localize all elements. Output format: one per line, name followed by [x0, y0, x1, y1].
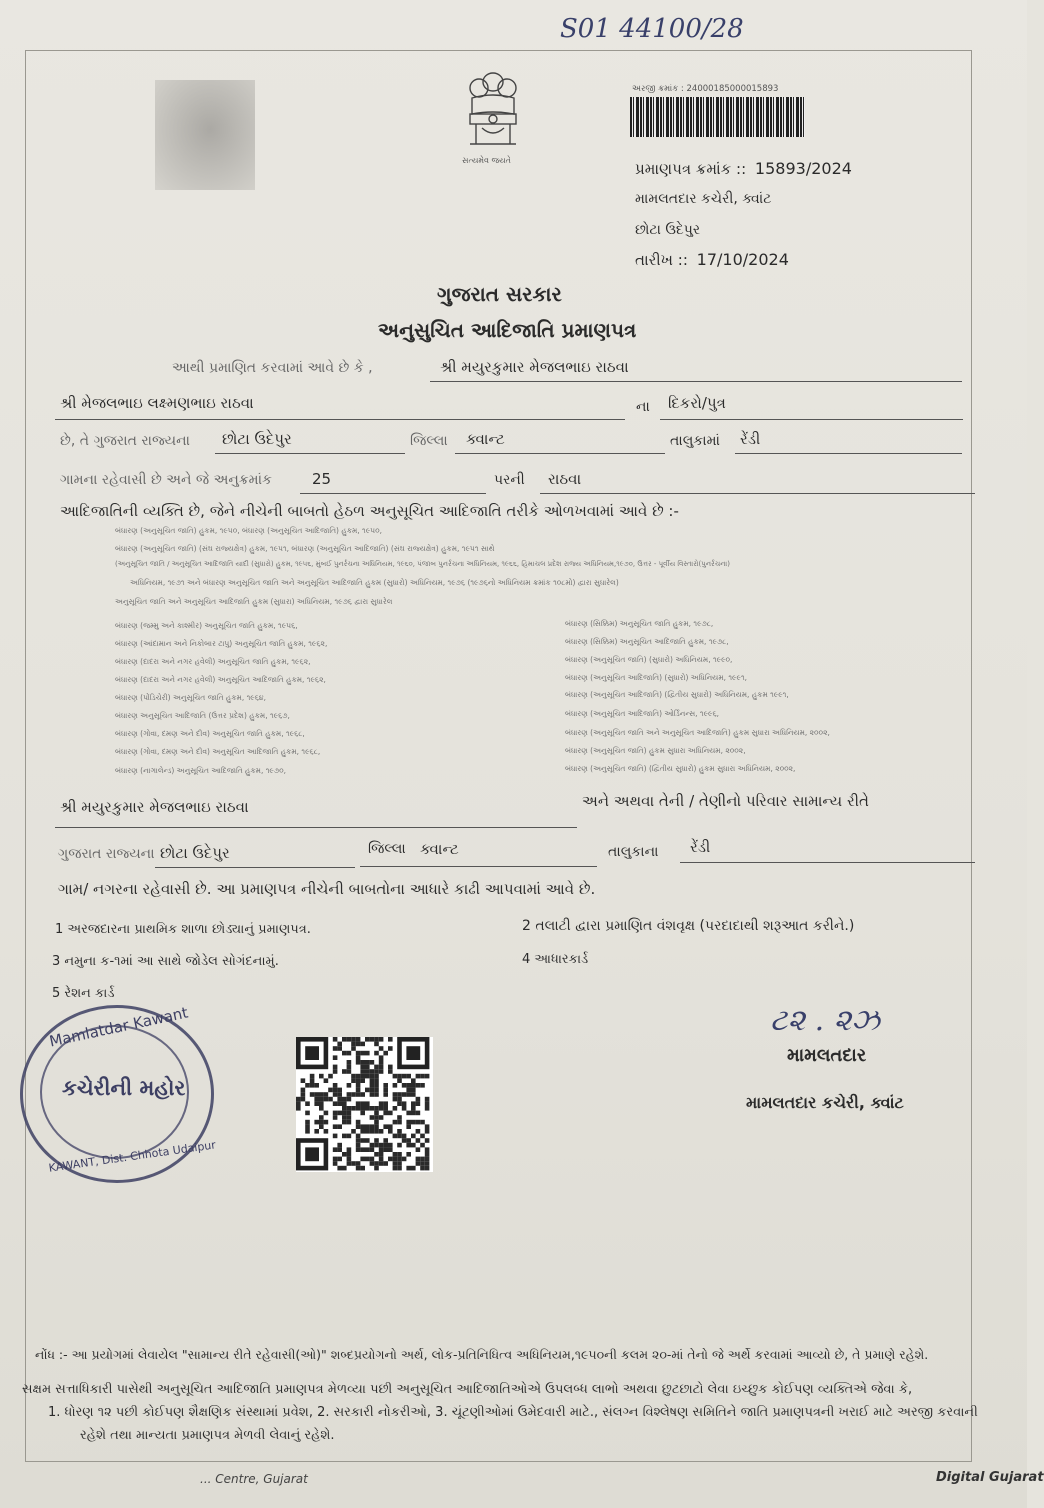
- signatory-office: મામલતદાર કચેરી, ક્વાંટ: [746, 1093, 904, 1112]
- document-item-5: 5 રેશન કાર્ડ: [52, 986, 115, 1001]
- acts-intro-5: અનુસૂચિત જાતિ અને અનુસૂચિત આદિજાતિ હુકમ (સુધારા) અધિનિયમ, ૧૯૭૬ દ્વારા સુધારેલ: [115, 597, 393, 606]
- section2-family-suffix: અને અથવા તેની / તેણીનો પરિવાર સામાન્ય રીતે: [582, 792, 869, 810]
- talukama-label: તાલુકામાં: [670, 433, 720, 449]
- act-left-item: બંધારણ (આંદામાન અને નિકોબાર ટાપુ) અનુસૂચિત જાતિ હુકમ, ૧૯૬૨,: [115, 639, 328, 648]
- jilla-label: જિલ્લા: [410, 433, 448, 449]
- document-item-1: 1 અરજદારના પ્રાથમિક શાળા છોડ્યાનું પ્રમાણપત્ર.: [55, 922, 311, 937]
- stamp-top-text: Mamlatdar Kawant: [47, 1003, 190, 1051]
- father-name-line: [55, 419, 625, 420]
- father-name: શ્રી મેજલભાઇ લક્ષ્મણભાઇ રાઠવા: [60, 394, 254, 412]
- footer-right-text: Digital Gujarat: [936, 1470, 1044, 1485]
- act-right-item: બંધારણ (અનુસૂચિત જાતિ અને અનુસૂચિત આદિજાતિ) હુકમ સુધારા અધિનિયમ, ૨૦૦૨,: [565, 728, 830, 737]
- tribe-recognition-line: આદિજાતિની વ્યક્તિ છે, જેને નીચેની બાબતો હેઠળ અનુસૂચિત આદિજાતિ તરીકે ઓળખવામાં આવે છે :-: [60, 502, 679, 520]
- applicant-name: શ્રી મયુરકુમાર મેજલભાઇ રાઠવા: [440, 358, 629, 376]
- section2-district-line: [155, 867, 355, 868]
- section2-name: શ્રી મયુરકુમાર મેજલભાઇ રાઠવા: [60, 798, 249, 816]
- applicant-photo: [155, 80, 255, 190]
- act-right-item: બંધારણ (અનુસૂચિત જાતિ) હુકમ સુધારા અધિનિયમ, ૨૦૦૨,: [565, 746, 746, 755]
- taluka-value: ક્વાન્ટ: [466, 430, 505, 448]
- issue-date-value: 17/10/2024: [696, 250, 789, 269]
- note-2: સક્ષમ સત્તાધિકારી પાસેથી અનુસૂચિત આદિજાતિ પ્રમાણપત્ર મેળવ્યા પછી અનુસૂચિત આદિજાતિઓએ ઉપલબ્ધ લાભો અથવા છુટછાટો લેવા ઇચ્છુક કોઈપણ વ્યક્તિએ જેવા કે,: [22, 1382, 913, 1397]
- section2-taluka-line: [360, 866, 597, 867]
- acts-intro-1: બંધારણ (અનુસૂચિત જાતિ) હુકમ, ૧૯૫૦, બંધારણ (અનુસૂચિત આદિજાતિ) હુકમ, ૧૯૫૦,: [115, 526, 382, 535]
- act-right-item: બંધારણ (સિક્કિમ) અનુસૂચિત આદિજાતિ હુકમ, ૧૯૭૮,: [565, 637, 729, 646]
- section2-village-line: [680, 862, 975, 863]
- act-left-item: બંધારણ અનુસૂચિત આદિજાતિ (ઉત્તર પ્રદેશ) હુકમ, ૧૯૬૭,: [115, 711, 290, 720]
- state-prefix: છે, તે ગુજરાત રાજ્યના: [60, 433, 190, 449]
- certify-label: આથી પ્રમાણિત કરવામાં આવે છે કે ,: [172, 360, 373, 376]
- act-right-item: બંધારણ (સિક્કિમ) અનુસૂચિત જાતિ હુકમ, ૧૯૭૮,: [565, 619, 714, 628]
- document-item-4: 4 આધારકાર્ડ: [522, 952, 589, 967]
- act-right-item: બંધારણ (અનુસૂચિત જાતિ) (દ્વિતીય સુધારો) હુકમ સુધારા અધિનિયમ, ૨૦૦૨,: [565, 764, 796, 773]
- act-left-item: બંધારણ (ગોવા, દમણ અને દીવ) અનુસૂચિત આદિજાતિ હુકમ, ૧૯૬૮,: [115, 747, 321, 756]
- section2-village: રેંડી: [690, 838, 711, 856]
- section2-jilla-label: જિલ્લા: [368, 841, 406, 857]
- document-item-2: 2 તલાટી દ્વારા પ્રમાણિત વંશવૃક્ષ (પરદાદાથી શરૂઆત કરીને.): [522, 918, 855, 934]
- stamp-bottom-text: KAWANT, Dist. Chhota Udaipur: [47, 1138, 217, 1175]
- section2-state-label: ગુજરાત રાજ્યના: [58, 846, 155, 862]
- certificate-number-label: પ્રમાણપત્ર ક્રમાંક ::: [635, 160, 747, 178]
- national-emblem-icon: [456, 68, 530, 168]
- act-left-item: બંધારણ (નાગાલેન્ડ) અનુસૂચિત આદિજાતિ હુકમ, ૧૯૭૦,: [115, 766, 286, 775]
- serial-line: [300, 493, 486, 494]
- section2-taluka: ક્વાન્ટ: [420, 840, 459, 858]
- act-right-item: બંધારણ (અનુસૂચિત આદિજાતિ) (સુધારો) અધિનિયમ, ૧૯૯૧,: [565, 673, 747, 682]
- verification-qr-code: [296, 1037, 433, 1172]
- note-3: 1. ધોરણ ૧૨ પછી કોઈપણ શૈક્ષણિક સંસ્થામાં પ્રવેશ, 2. સરકારી નોકરીઓ, 3. ચૂંટણીઓમાં ઉમેદવારી માટે., સંલગ્ન વિશ્લેષણ સમિતિને જાતિ પ્રમાણપત્રની ખરાઈ માટે અરજી કરવાની: [48, 1405, 978, 1420]
- tribe-line: [540, 493, 975, 494]
- parni-label: પરની: [494, 472, 525, 488]
- note-1: નોંધ :- આ પ્રયોગમાં લેવાયેલ "સામાન્ય રીતે રહેવાસી(ઓ)" શબ્દપ્રયોગનો અર્થ, લોક-પ્રતિનિધિત્વ અધિનિયમ,૧૯૫૦ની કલમ ૨૦-માં તેનો જે અર્થે કરવામાં આવ્યો છે, તે પ્રમાણે રહેશે.: [35, 1347, 929, 1362]
- signatory-title: મામલતદાર: [787, 1045, 867, 1066]
- certificate-number-value: 15893/2024: [754, 159, 852, 178]
- document-item-3: 3 નમુના ક-૧માં આ સાથે જોડેલ સોગંદનામું.: [52, 954, 279, 969]
- section2-district: છોટા ઉદેપુર: [160, 844, 230, 862]
- government-title: ગુજરાત સરકાર: [437, 282, 562, 306]
- footer-left-text: ... Centre, Gujarat: [200, 1472, 308, 1486]
- applicant-name-line: [430, 381, 962, 382]
- acts-intro-3: (અનુસૂચિત જાતિ / અનુસૂચિત આદિજાતિ યાદી (સુધારો) હુકમ, ૧૯૫૬, મુંબઈ પુનર્રચના અધિનિયમ, ૧૯૬૦, પંજાબ પુનર્રચના અધિનિયમ, ૧૯૬૬, હિમાચલ પ્રદેશ રાજ્ય અધિનિયમ,૧૯૭૦, ઉત્તર - પૂર્વીય વિસ્તારો(પુનર્રચના): [115, 560, 730, 568]
- emblem-motto: સત્યમેવ જયતે: [462, 156, 511, 165]
- act-left-item: બંધારણ (દાદરા અને નગર હવેલી) અનુસૂચિત જાતિ હુકમ, ૧૯૬૨,: [115, 657, 311, 666]
- taluka-line: [455, 453, 665, 454]
- issue-date-label: તારીખ ::: [635, 251, 688, 269]
- acts-intro-4: અધિનિયમ, ૧૯૭૧ અને બંધારણ અનુસૂચિત જાતિ અને અનુસૂચિત આદિજાતિ હુકમ (સુધારો) અધિનિયમ, ૧૯૭૬ (૧૯૭૬નો અધિનિયમ ક્રમાંક ૧૦૮મો) દ્વારા સુધારેલ): [130, 578, 619, 587]
- act-left-item: બંધારણ (ગોવા, દમણ અને દીવ) અનુસૂચિત જાતિ હુકમ, ૧૯૬૮,: [115, 729, 305, 738]
- district-line-under: [215, 453, 405, 454]
- issue-date: [635, 250, 789, 269]
- handwritten-reference: S01 44100/28: [560, 14, 744, 44]
- act-right-item: બંધારણ (અનુસૂચિત આદિજાતિ) (દ્વિતીય સુધારો) અધિનિયમ, હુકમ ૧૯૯૧,: [565, 690, 789, 699]
- certificate-title: અનુસુચિત આદિજાતિ પ્રમાણપત્ર: [378, 318, 637, 342]
- certificate-number: [635, 159, 852, 178]
- village-line: [735, 453, 962, 454]
- act-left-item: બંધારણ (દાદરા અને નગર હવેલી) અનુસૂચિત આદિજાતિ હુકમ, ૧૯૬૨,: [115, 675, 326, 684]
- district-value: છોટા ઉદેપુર: [222, 430, 292, 448]
- section2-name-line: [55, 827, 577, 828]
- district-line: છોટા ઉદેપુર: [635, 222, 701, 238]
- acts-intro-2: બંધારણ (અનુસૂચિત જાતિ) (સંઘ રાજ્યક્ષેત્ર) હુકમ, ૧૯૫૧, બંધારણ (અનુસૂચિત આદિજાતિ) (સંઘ રાજ્યક્ષેત્ર) હુકમ, ૧૯૫૧ સાથે: [115, 544, 495, 553]
- relation-value: દિકરો/પુત્ર: [668, 394, 726, 412]
- na-label: ના: [636, 399, 650, 415]
- tribe-value: રાઠવા: [548, 470, 582, 488]
- stamp-center-text: કચેરીની મહોર: [62, 1076, 186, 1100]
- serial-number: 25: [312, 470, 332, 488]
- signature-scribble: ટ૨ . ૨ઝ: [770, 1003, 880, 1038]
- act-left-item: બંધારણ (જમ્મુ અને કાશ્મીર) અનુસૂચિત જાતિ હુકમ, ૧૯૫૬,: [115, 621, 298, 630]
- village-value: રેંડી: [740, 430, 761, 448]
- office-line: મામલતદાર કચેરી, ક્વાંટ: [635, 191, 772, 207]
- section2-basis-line: ગામ/ નગરના રહેવાસી છે. આ પ્રમાણપત્ર નીચેની બાબતોના આધારે કાઢી આપવામાં આવે છે.: [58, 880, 596, 898]
- act-left-item: બંધારણ (પોંડિચેરી) અનુસૂચિત જાતિ હુકમ, ૧૯૬૪,: [115, 693, 266, 702]
- resident-prefix: ગામના રહેવાસી છે અને જે અનુક્રમાંક: [60, 472, 272, 488]
- act-right-item: બંધારણ (અનુસૂચિત જાતિ) (સુધારો) અધિનિયમ, ૧૯૯૦,: [565, 655, 733, 664]
- relation-line: [660, 419, 963, 420]
- act-right-item: બંધારણ (અનુસૂચિત આદિજાતિ) ઓર્ડિનન્સ, ૧૯૯૬,: [565, 709, 720, 718]
- note-4: રહેશે તથા માન્યતા પ્રમાણપત્ર મેળવી લેવાનું રહેશે.: [80, 1428, 335, 1443]
- barcode: [630, 97, 805, 137]
- section2-talukana-label: તાલુકાના: [608, 844, 659, 860]
- application-number: અરજી ક્રમાંક : 24000185000015893: [632, 84, 779, 94]
